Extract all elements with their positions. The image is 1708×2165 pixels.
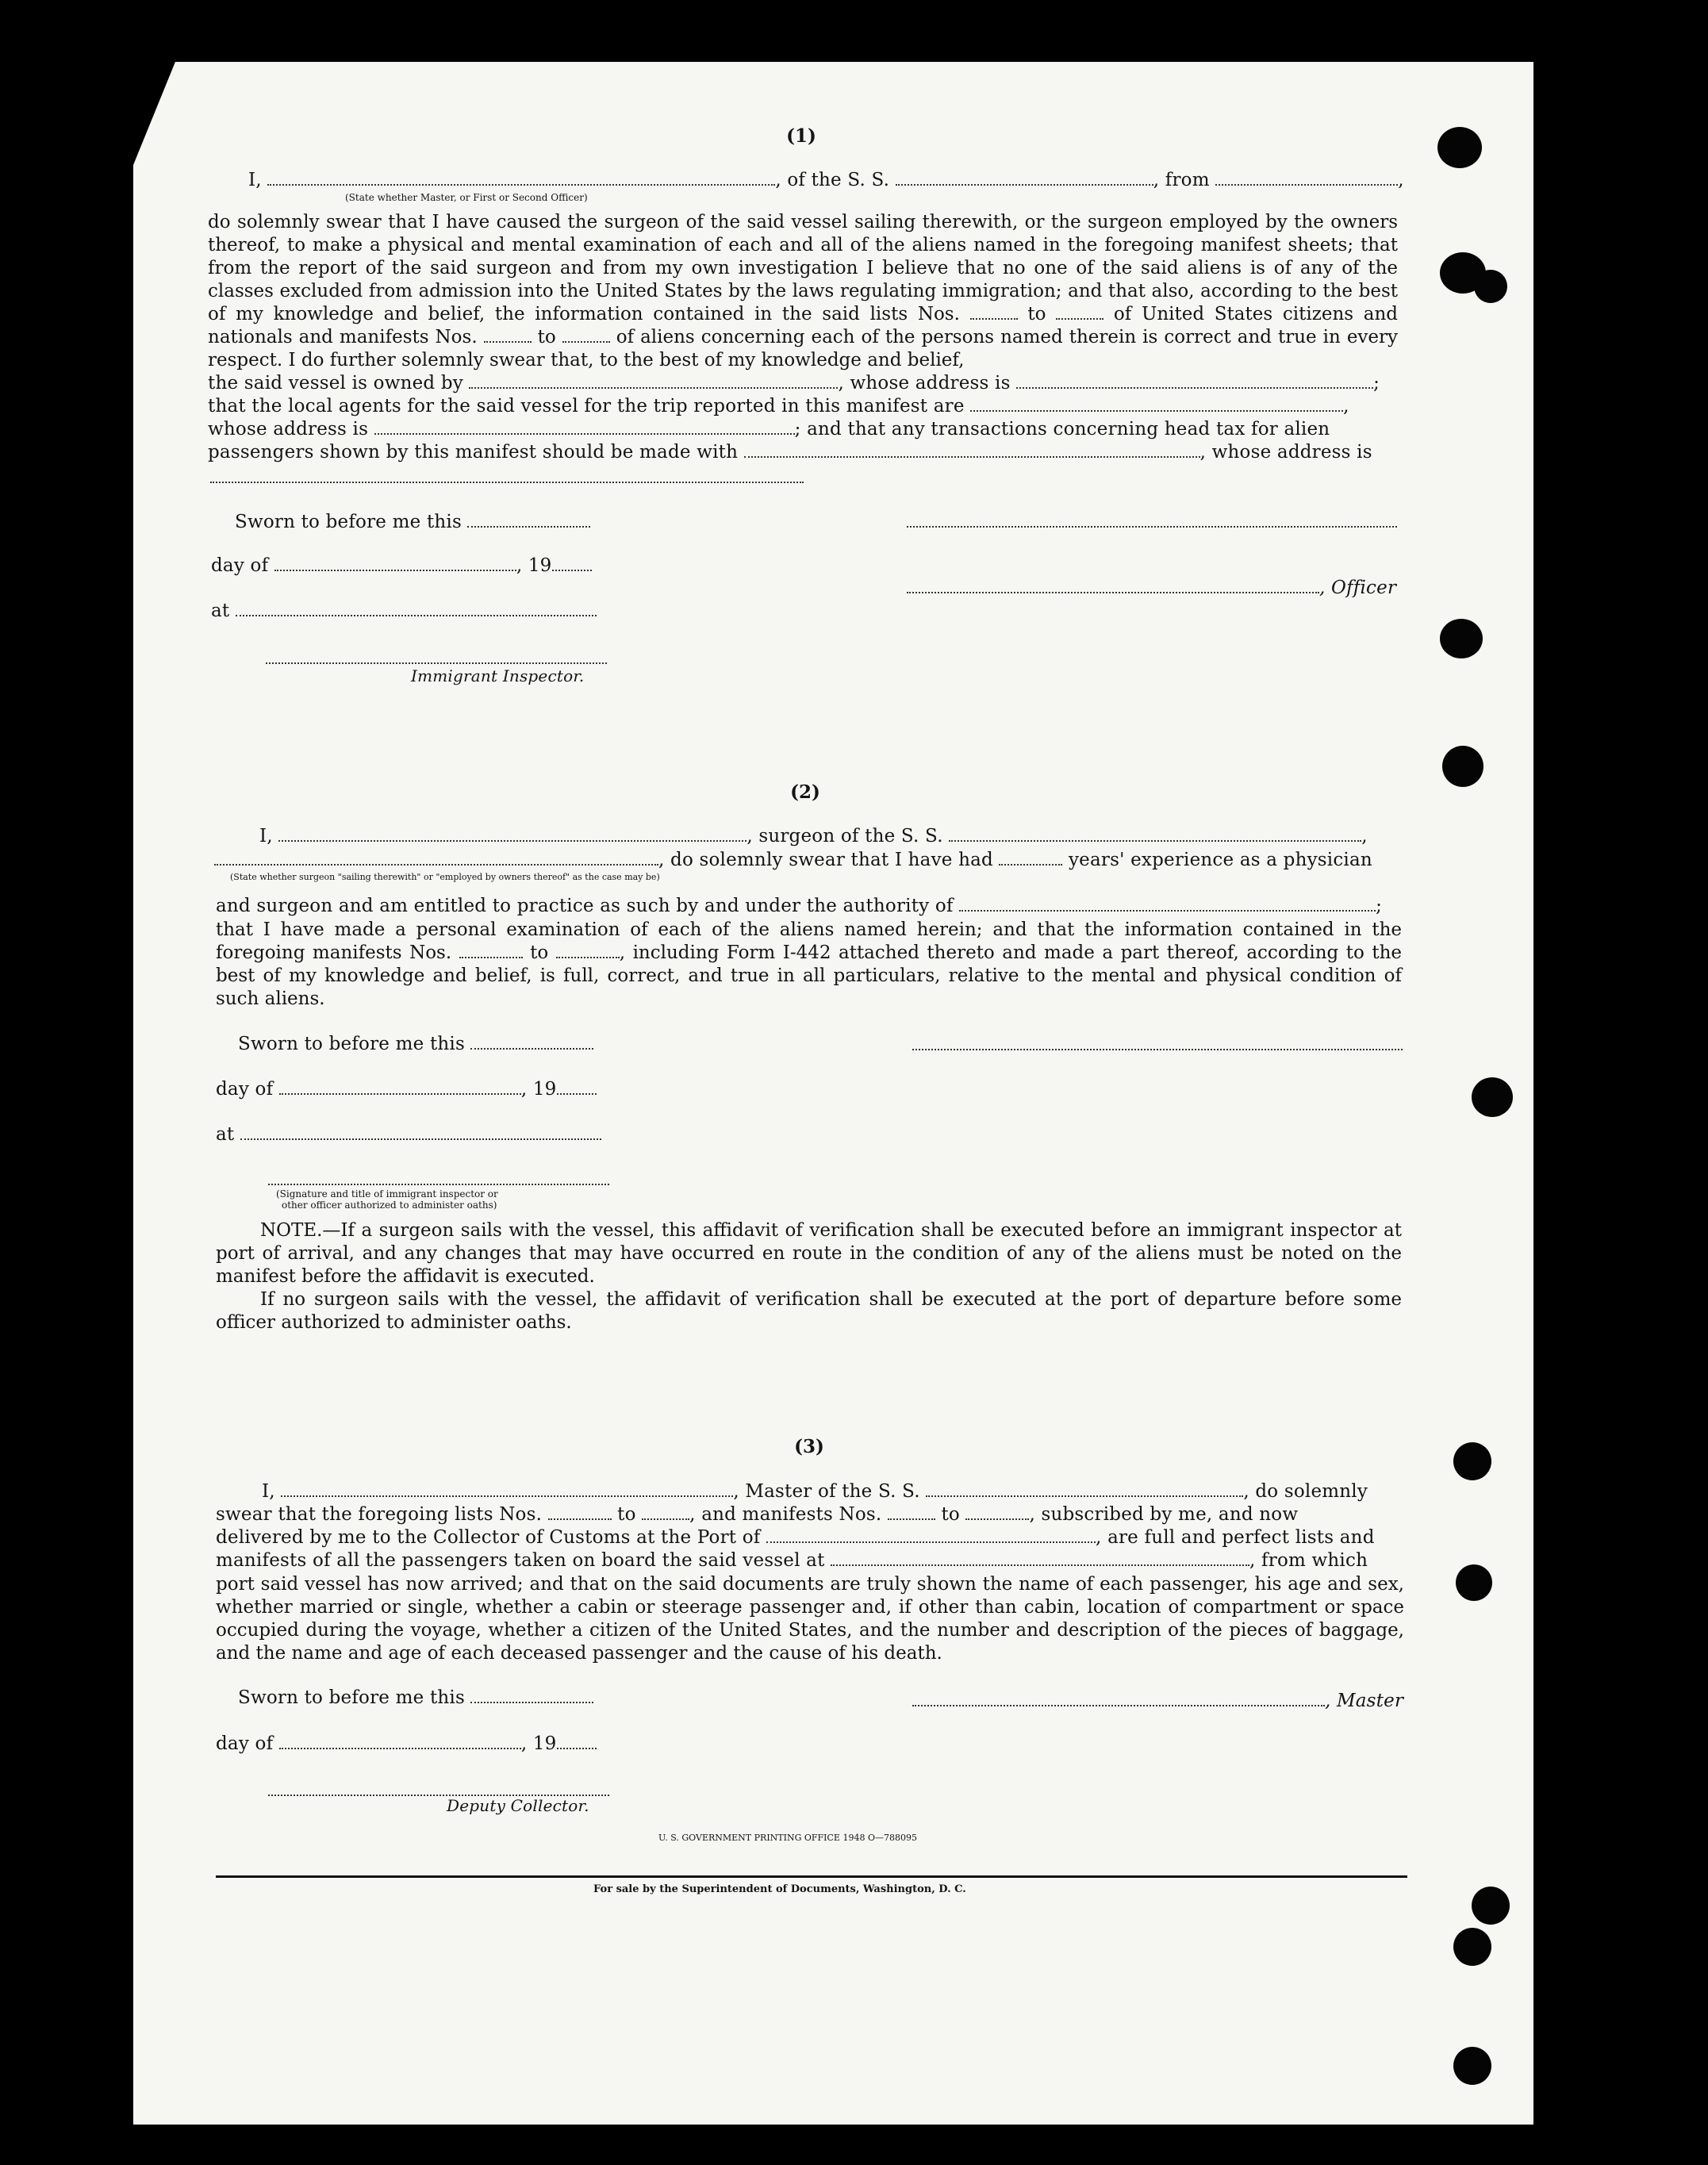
at-line-2: [216, 1124, 601, 1145]
section1-line1: [248, 170, 1404, 190]
surgeon-note-paragraph: [216, 1219, 1402, 1288]
master-line: [912, 1691, 1403, 1711]
manifests-from-field-3[interactable]: [888, 1504, 935, 1520]
port-field[interactable]: [766, 1527, 1096, 1543]
departure-port-field[interactable]: [1215, 170, 1398, 186]
punch-hole: [1453, 1928, 1491, 1966]
punch-hole: [1453, 2047, 1491, 2085]
to-label: to: [617, 1504, 636, 1525]
officer-rank-note: (State whether Master, or First or Second Officer): [345, 192, 588, 203]
ship-name-field-2[interactable]: [949, 826, 1361, 842]
owned-by-line: [208, 373, 1380, 393]
section1-paragraph: [208, 211, 1398, 372]
immigrant-inspector-label: Immigrant Inspector.: [411, 666, 585, 685]
surgeon-status-field[interactable]: [214, 850, 658, 866]
agents-address-field[interactable]: [374, 419, 795, 435]
year-label: , 19: [520, 1733, 557, 1754]
surgeon-manifests-to-field[interactable]: [556, 942, 620, 958]
year-field-2[interactable]: [557, 1079, 597, 1095]
surgeon-signature-line[interactable]: [912, 1049, 1403, 1050]
manifests-to-field-3[interactable]: [965, 1504, 1029, 1520]
years-experience-field[interactable]: [999, 850, 1062, 866]
no-surgeon-note-paragraph: [216, 1288, 1402, 1334]
master-signature-field[interactable]: [912, 1691, 1325, 1706]
section3-line3: [216, 1527, 1375, 1548]
section1-text-b1: of United States citizens and nationals and manifests Nos.: [208, 304, 1399, 347]
officer-line: [907, 578, 1396, 598]
gpo-imprint: U. S. GOVERNMENT PRINTING OFFICE 1948 O—788095: [658, 1833, 917, 1843]
manifests-to-field[interactable]: [562, 327, 610, 343]
officer-signature-line-top[interactable]: [907, 526, 1397, 528]
section3-I: I,: [262, 1481, 275, 1502]
note-text-1: NOTE.—If a surgeon sails with the vessel, this affidavit of verification shall be executed before an immigrant inspector at port of arrival, and any changes that may have occurred en route in the condition of any of the aliens must be noted on the manifest before the affidavit is executed.: [216, 1220, 1402, 1287]
officer-label: , Officer: [1319, 578, 1397, 598]
to-label: to: [530, 942, 549, 963]
owner-address-field[interactable]: [1016, 373, 1373, 389]
year-field[interactable]: [552, 555, 592, 571]
inspector-signature-line-2[interactable]: [268, 1184, 609, 1185]
officer-signature-field[interactable]: [907, 578, 1319, 593]
passengers-label: passengers shown by this manifest should be made with: [208, 442, 739, 463]
head-tax-party-field[interactable]: [744, 442, 1200, 458]
head-tax-line: [208, 442, 1372, 463]
do-solemnly-label: , do solemnly: [1243, 1481, 1368, 1502]
semicolon: ;: [1373, 373, 1380, 393]
footer-rule: [216, 1875, 1407, 1878]
embarkation-port-field[interactable]: [831, 1550, 1249, 1566]
of-ss-label: , of the S. S.: [775, 170, 890, 190]
to-label: to: [537, 327, 556, 347]
ship-name-field-3[interactable]: [926, 1481, 1243, 1497]
section2-I: I,: [259, 826, 273, 846]
at-line-1: [211, 601, 597, 621]
punch-hole: [1440, 619, 1483, 658]
full-perfect-label: , are full and perfect lists and: [1096, 1527, 1375, 1548]
and-manifests-label: , and manifests Nos.: [689, 1504, 882, 1525]
delivered-label: delivered by me to the Collector of Customs at the Port of: [216, 1527, 761, 1548]
comma: ,: [1361, 826, 1368, 846]
section2-line1: [259, 826, 1368, 846]
ship-name-field[interactable]: [896, 170, 1153, 186]
section2-text-a: that I have made a personal examination of each of the aliens named herein; and that the information contained in the foregoing manifests Nos.: [216, 919, 1402, 963]
manifests-of-label: manifests of all the passengers taken on board the said vessel at: [216, 1550, 825, 1571]
master-label: , Master: [1325, 1691, 1404, 1711]
day-of-line-3: [216, 1733, 597, 1754]
swear-lists-label: swear that the foregoing lists Nos.: [216, 1504, 543, 1525]
head-tax-label: ; and that any transactions concerning head tax for alien: [794, 419, 1330, 440]
to-label: to: [1027, 304, 1046, 324]
at-label: at: [211, 601, 230, 621]
section3-line4: [216, 1550, 1368, 1571]
sworn-line-1: [235, 512, 590, 532]
year-field-3[interactable]: [557, 1733, 597, 1749]
comma: ,: [1343, 396, 1349, 416]
section1-text-b2: of aliens concerning each of the persons named therein is correct and true in every respect. I do further solemnly swear that, to the best of my knowledge and belief,: [208, 327, 1399, 370]
section2-heading: (2): [790, 781, 820, 803]
section3-paragraph: [216, 1573, 1404, 1665]
section1-text-a: do solemnly swear that I have caused the surgeon of the said vessel sailing therewith, or the surgeon employed by the owners thereof, to make a physical and mental examination of each and all of the aliens named in the foregoing manifest sheets; that from the report of the said surgeon and from my own investigation I believe that no one of the said aliens is of any of the classes excluded from admission into the United States by the laws regulating immigration; and that also, according to the best of my knowledge and belief, the information contained in the said lists Nos.: [208, 212, 1398, 324]
whose-address-label: , whose address is: [838, 373, 1011, 393]
day-of-line-2: [216, 1079, 597, 1100]
agents-address-line: [208, 419, 1330, 440]
section3-line2: [216, 1504, 1298, 1525]
inspector-signature-line[interactable]: [266, 662, 607, 664]
month-field-2[interactable]: [279, 1079, 521, 1095]
sworn-label: Sworn to before me this: [238, 1034, 465, 1054]
day-of-line-1: [211, 555, 592, 576]
owner-field[interactable]: [469, 373, 838, 389]
place-field-2[interactable]: [240, 1124, 601, 1140]
sworn-label: Sworn to before me this: [235, 512, 462, 532]
years-experience-label: years' experience as a physician: [1068, 850, 1372, 870]
owned-by-label: the said vessel is owned by: [208, 373, 463, 393]
sworn-day-field-3[interactable]: [470, 1687, 593, 1703]
section2-line2: [214, 850, 1372, 870]
comma: ,: [1398, 170, 1404, 190]
lists-to-field[interactable]: [642, 1504, 689, 1520]
master-name-field[interactable]: [281, 1481, 733, 1497]
punch-hole: [1472, 1887, 1510, 1925]
citizen-lists-to-field[interactable]: [1056, 304, 1103, 320]
section3-text: port said vessel has now arrived; and that on the said documents are truly shown the name of each passenger, his age and sex, whether married or single, whether a cabin or steerage passenger and, if other than cabin, location of compartment or space occupied during the voyage, whether a citizen of the United States, and the number and description of the pieces of baggage, and the name and age of each deceased passenger and the cause of his death.: [216, 1574, 1404, 1664]
head-tax-address-field[interactable]: [210, 482, 804, 483]
signature-note-2: other officer authorized to administer oaths): [282, 1200, 497, 1211]
to-label: to: [941, 1504, 960, 1525]
sworn-line-3: [238, 1687, 593, 1708]
surgeon-status-note: (State whether surgeon "sailing therewith" or "employed by owners thereof" as the case may be): [230, 872, 660, 882]
month-field-3[interactable]: [279, 1733, 521, 1749]
authority-field[interactable]: [959, 896, 1376, 912]
year-label: , 19: [516, 555, 552, 576]
punch-hole: [1437, 127, 1482, 168]
deputy-collector-label: Deputy Collector.: [447, 1796, 589, 1815]
sworn-day-field[interactable]: [467, 512, 590, 528]
day-of-label: day of: [216, 1733, 274, 1754]
punch-hole: [1453, 1442, 1491, 1480]
local-agents-line: [208, 396, 1349, 416]
punch-hole: [1442, 746, 1483, 787]
semicolon: ;: [1376, 896, 1383, 916]
from-label: , from: [1153, 170, 1210, 190]
sworn-line-2: [238, 1034, 593, 1054]
punch-hole: [1472, 1077, 1513, 1117]
manifests-from-field[interactable]: [484, 327, 532, 343]
sworn-day-field-2[interactable]: [470, 1034, 593, 1050]
punch-hole: [1456, 1564, 1492, 1601]
swear-label: , do solemnly swear that I have had: [658, 850, 993, 870]
day-of-label: day of: [211, 555, 269, 576]
surgeon-of-ss-label: , surgeon of the S. S.: [747, 826, 943, 846]
section1-I: I,: [248, 170, 262, 190]
section3-line1: [262, 1481, 1368, 1502]
note-text-2: If no surgeon sails with the vessel, the affidavit of verification shall be executed at the port of departure before some officer authorized to administer oaths.: [216, 1289, 1402, 1333]
day-of-label: day of: [216, 1079, 274, 1100]
section2-text-b: , including Form I-442 attached thereto and made a part thereof, according to the best of my knowledge and belief, is full, correct, and true in all particulars, relative to the mental and physical condition of such aliens.: [216, 942, 1403, 1009]
signature-note-1: (Signature and title of immigrant inspector or: [276, 1188, 498, 1200]
section3-heading: (3): [794, 1436, 824, 1457]
entitled-label: and surgeon and am entitled to practice as such by and under the authority of: [216, 896, 954, 916]
local-agents-field[interactable]: [970, 396, 1343, 412]
entitled-line: [216, 896, 1382, 916]
from-which-label: , from which: [1249, 1550, 1368, 1571]
year-label: , 19: [520, 1079, 557, 1100]
whose-address-label: whose address is: [208, 419, 369, 440]
citizen-lists-from-field[interactable]: [970, 304, 1018, 320]
subscribed-label: , subscribed by me, and now: [1029, 1504, 1299, 1525]
sworn-label: Sworn to before me this: [238, 1687, 465, 1708]
whose-address-label: , whose address is: [1199, 442, 1372, 463]
sale-notice: For sale by the Superintendent of Documents, Washington, D. C.: [593, 1883, 966, 1895]
officer-name-field[interactable]: [267, 170, 775, 186]
lists-from-field[interactable]: [548, 1504, 612, 1520]
month-field[interactable]: [274, 555, 516, 571]
place-field[interactable]: [236, 601, 597, 616]
surgeon-name-field[interactable]: [278, 826, 747, 842]
at-label: at: [216, 1124, 235, 1145]
section1-heading: (1): [786, 125, 816, 147]
master-of-ss-label: , Master of the S. S.: [733, 1481, 920, 1502]
punch-hole: [1474, 270, 1507, 303]
local-agents-label: that the local agents for the said vessel for the trip reported in this manifest are: [208, 396, 965, 416]
section2-paragraph: [216, 919, 1402, 1011]
surgeon-manifests-from-field[interactable]: [459, 942, 523, 958]
